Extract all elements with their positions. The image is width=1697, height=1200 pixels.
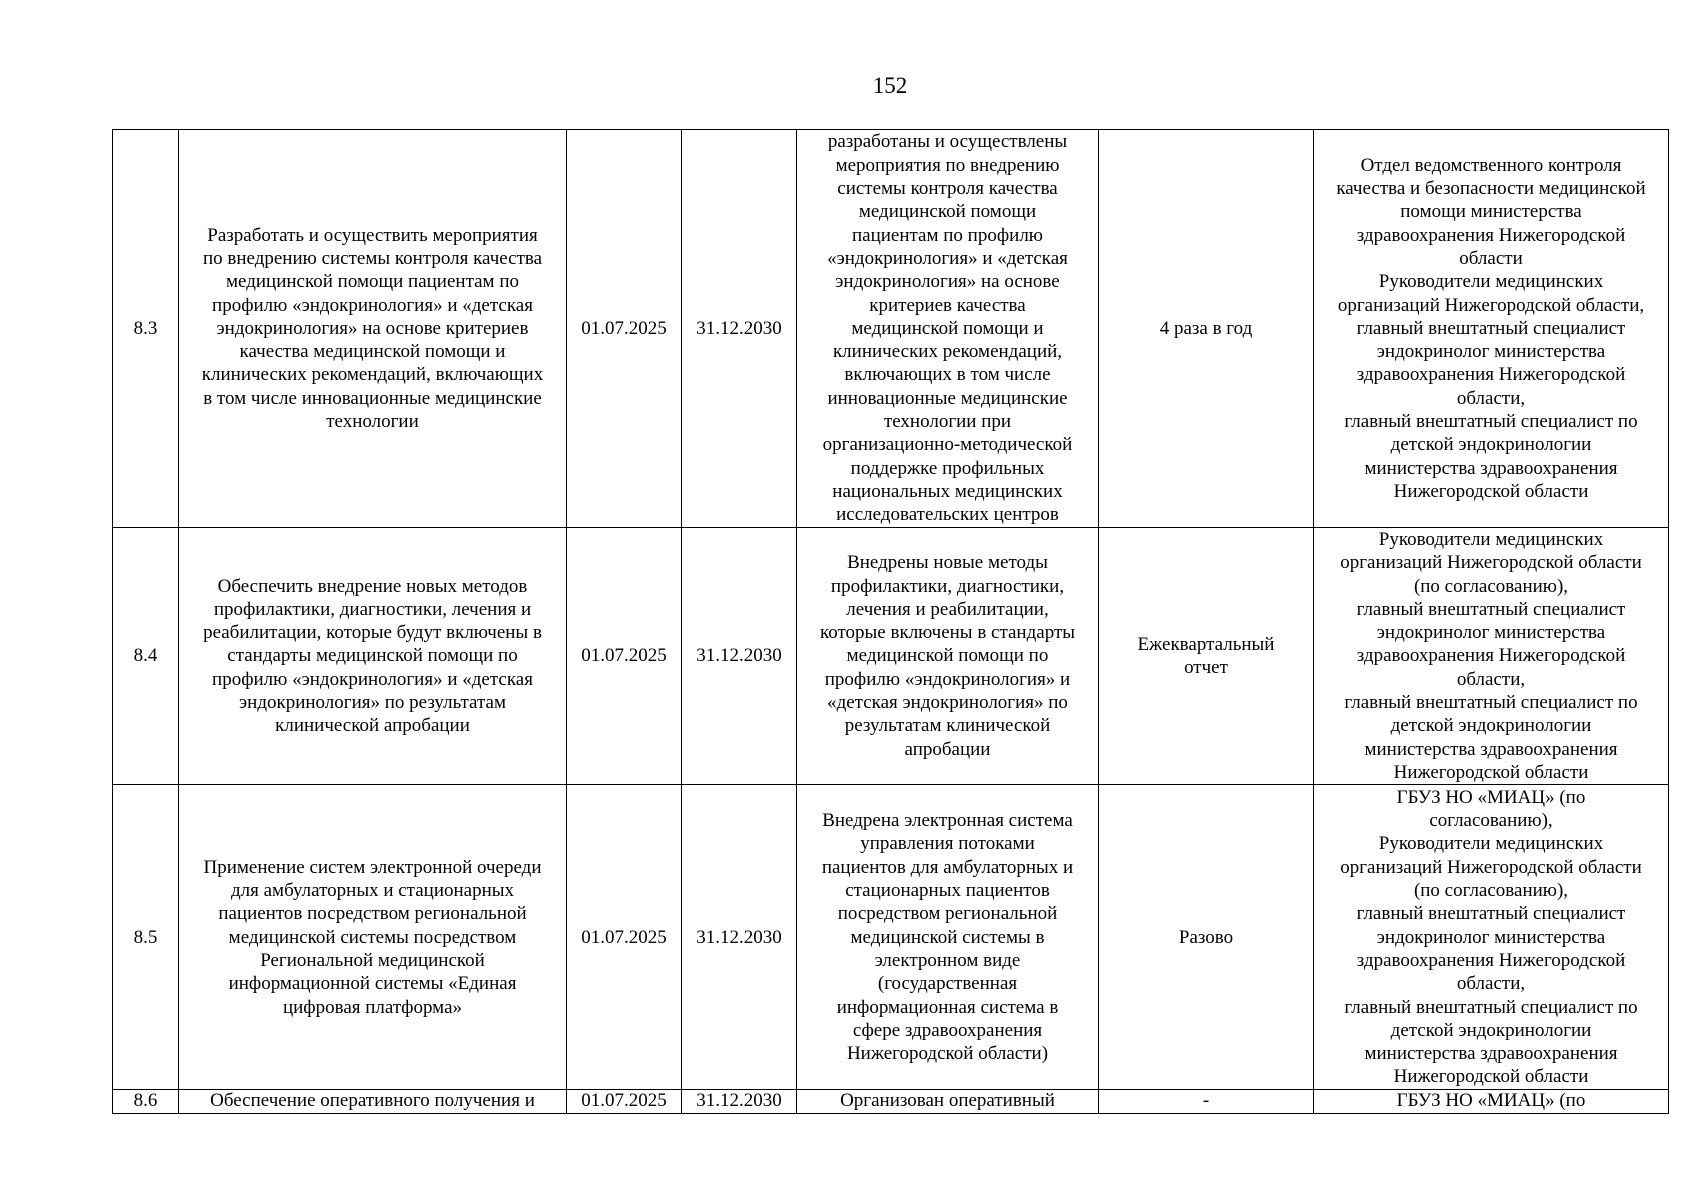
- cell-result: Внедрена электронная система управления потоками пациентов для амбулаторных и стационарных пациентов посредством региональной медицинской системы в электронном виде (государственная информационная система в сфере здравоохранения Нижегородской области): [797, 785, 1099, 1090]
- cell-number: 8.4: [113, 528, 179, 785]
- cell-end-date: 31.12.2030: [682, 1090, 797, 1114]
- table-row: [113, 785, 1669, 1090]
- cell-end-date: 31.12.2030: [682, 528, 797, 785]
- cell-control: Разово: [1099, 785, 1314, 1090]
- cell-responsible: ГБУЗ НО «МИАЦ» (по согласованию), Руководители медицинских организаций Нижегородской области (по согласованию), главный внештатный специалист эндокринолог министерства здравоохранения Нижегородской области, главный внештатный специалист по детской эндокринологии министерства здравоохранения Нижегородской области: [1314, 785, 1669, 1090]
- table-row: [113, 528, 1669, 785]
- table-row: [113, 130, 1669, 528]
- cell-control: Ежеквартальный отчет: [1099, 528, 1314, 785]
- table-row: [113, 1090, 1669, 1114]
- cell-result: Организован оперативный: [797, 1090, 1099, 1114]
- activities-table: [112, 129, 1669, 1114]
- cell-task: Разработать и осуществить мероприятия по внедрению системы контроля качества медицинской помощи пациентам по профилю «эндокринология» и «детская эндокринология» на основе критериев качества медицинской помощи и клинических рекомендаций, включающих в том числе инновационные медицинские технологии: [179, 130, 567, 528]
- cell-start-date: 01.07.2025: [567, 528, 682, 785]
- cell-task: Обеспечение оперативного получения и: [179, 1090, 567, 1114]
- cell-task: Обеспечить внедрение новых методов профилактики, диагностики, лечения и реабилитации, которые будут включены в стандарты медицинской помощи по профилю «эндокринология» и «детская эндокринология» по результатам клинической апробации: [179, 528, 567, 785]
- cell-responsible: Отдел ведомственного контроля качества и безопасности медицинской помощи министерства здравоохранения Нижегородской области Руководители медицинских организаций Нижегородской области, главный внештатный специалист эндокринолог министерства здравоохранения Нижегородской области, главный внештатный специалист по детской эндокринологии министерства здравоохранения Нижегородской области: [1314, 130, 1669, 528]
- cell-number: 8.6: [113, 1090, 179, 1114]
- cell-number: 8.3: [113, 130, 179, 528]
- cell-start-date: 01.07.2025: [567, 785, 682, 1090]
- cell-start-date: 01.07.2025: [567, 1090, 682, 1114]
- cell-responsible: ГБУЗ НО «МИАЦ» (по: [1314, 1090, 1669, 1114]
- cell-responsible: Руководители медицинских организаций Нижегородской области (по согласованию), главный внештатный специалист эндокринолог министерства здравоохранения Нижегородской области, главный внештатный специалист по детской эндокринологии министерства здравоохранения Нижегородской области: [1314, 528, 1669, 785]
- cell-start-date: 01.07.2025: [567, 130, 682, 528]
- cell-result: разработаны и осуществлены мероприятия по внедрению системы контроля качества медицинской помощи пациентам по профилю «эндокринология» и «детская эндокринология» на основе критериев качества медицинской помощи и клинических рекомендаций, включающих в том числе инновационные медицинские технологии при организационно-методической поддержке профильных национальных медицинских исследовательских центров: [797, 130, 1099, 528]
- cell-task: Применение систем электронной очереди для амбулаторных и стационарных пациентов посредством региональной медицинской системы посредством Региональной медицинской информационной системы «Единая цифровая платформа»: [179, 785, 567, 1090]
- cell-end-date: 31.12.2030: [682, 130, 797, 528]
- cell-control: 4 раза в год: [1099, 130, 1314, 528]
- cell-number: 8.5: [113, 785, 179, 1090]
- cell-result: Внедрены новые методы профилактики, диагностики, лечения и реабилитации, которые включены в стандарты медицинской помощи по профилю «эндокринология» и «детская эндокринология» по результатам клинической апробации: [797, 528, 1099, 785]
- page-number: 152: [872, 73, 908, 98]
- cell-control: -: [1099, 1090, 1314, 1114]
- cell-end-date: 31.12.2030: [682, 785, 797, 1090]
